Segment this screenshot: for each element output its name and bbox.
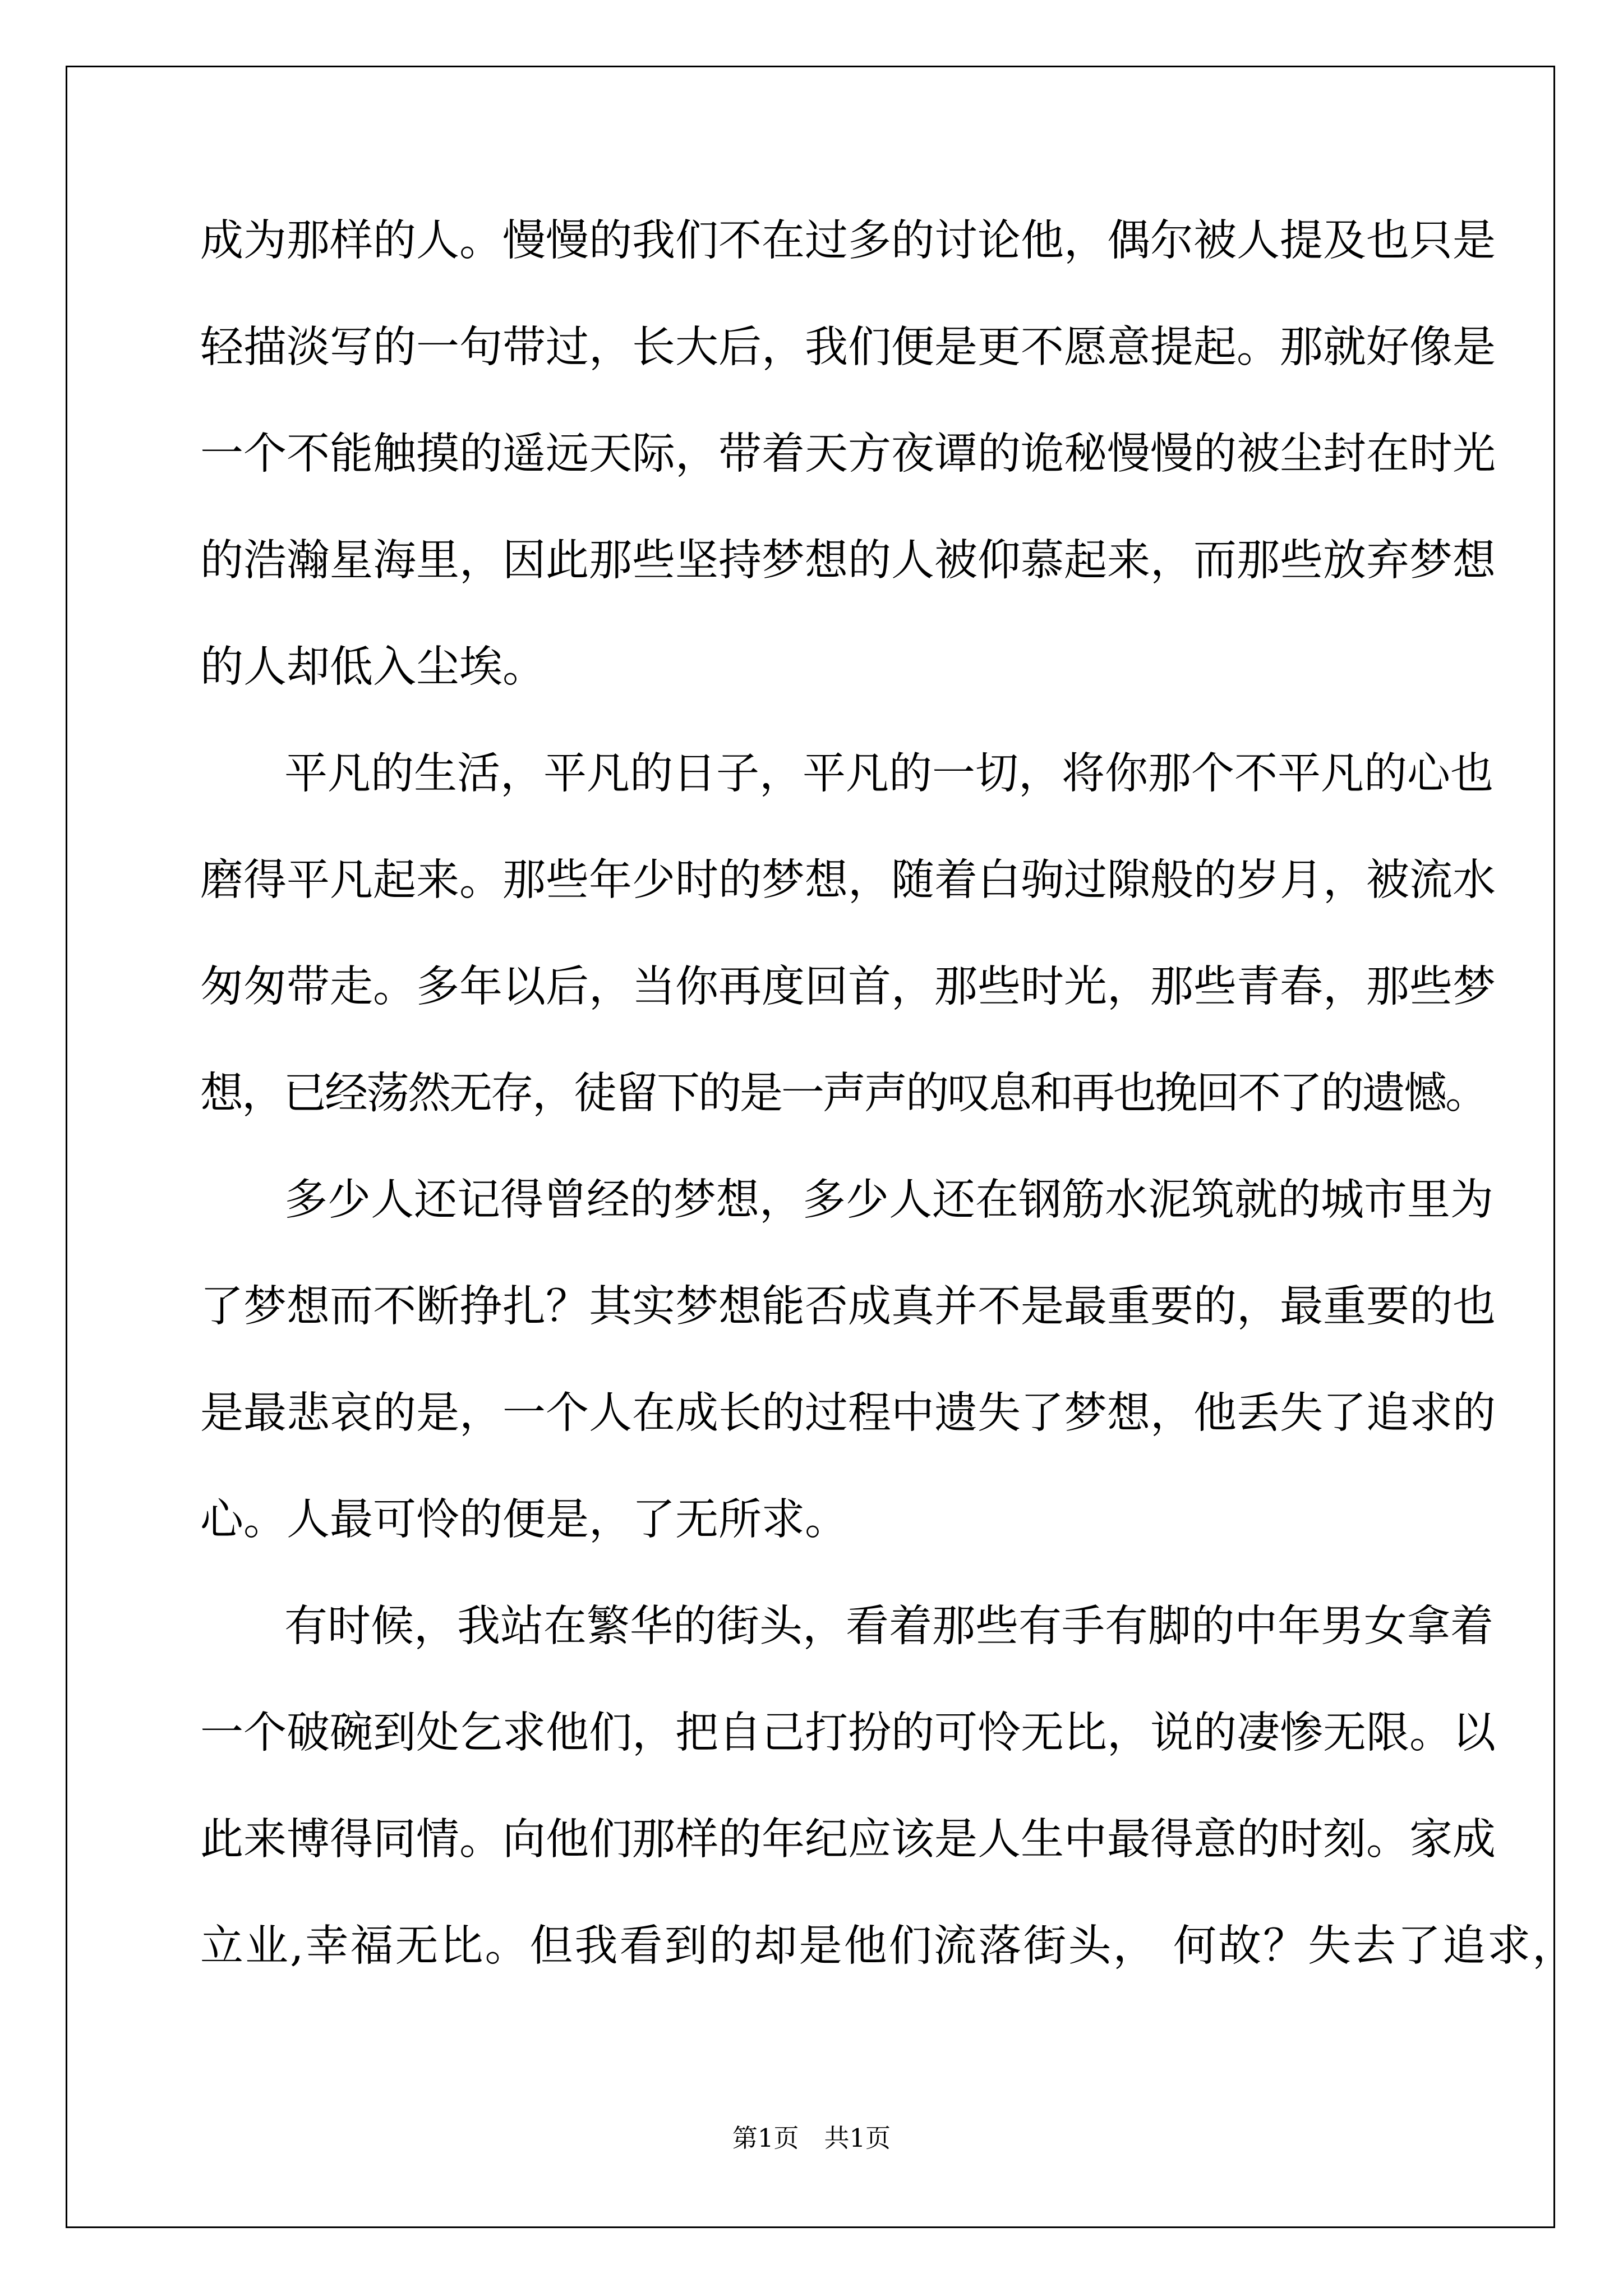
text-line-11: 了梦想而不断挣扎？其实梦想能否成真并不是最重要的，最重要的也 xyxy=(200,1282,1496,1332)
text-line-13: 心。人最可怜的便是，了无所求。 xyxy=(200,1495,848,1545)
text-line-4: 的浩瀚星海里，因此那些坚持梦想的人被仰慕起来，而那些放弃梦想 xyxy=(200,536,1496,586)
document-body xyxy=(200,213,1577,2025)
text-line-9: 想，已经荡然无存，徒留下的是一声声的叹息和再也挽回不了的遗憾。 xyxy=(200,1069,1487,1119)
text-line-16: 此来博得同情。向他们那样的年纪应该是人生中最得意的时刻。家成 xyxy=(200,1815,1496,1865)
text-line-6: 平凡的生活，平凡的日子，平凡的一切，将你那个不平凡的心也 xyxy=(284,749,1493,799)
page-number-footer: 第1页 共1页 xyxy=(732,2123,891,2153)
text-line-7: 磨得平凡起来。那些年少时的梦想，随着白驹过隙般的岁月，被流水 xyxy=(200,855,1496,905)
text-line-12: 是最悲哀的是，一个人在成长的过程中遗失了梦想，他丢失了追求的 xyxy=(200,1388,1496,1438)
text-line-1: 成为那样的人。慢慢的我们不在过多的讨论他，偶尔被人提及也只是 xyxy=(200,216,1496,266)
text-line-17: 立业,幸福无比。但我看到的却是他们流落街头， 何故？失去了追求， xyxy=(200,1921,1577,1971)
text-line-10: 多少人还记得曾经的梦想，多少人还在钢筋水泥筑就的城市里为 xyxy=(284,1175,1493,1225)
text-line-8: 匆匆带走。多年以后，当你再度回首，那些时光，那些青春，那些梦 xyxy=(200,962,1496,1012)
text-line-5: 的人却低入尘埃。 xyxy=(200,642,546,692)
text-line-15: 一个破碗到处乞求他们，把自己打扮的可怜无比，说的凄惨无限。以 xyxy=(200,1708,1496,1758)
text-line-14: 有时候，我站在繁华的街头，看着那些有手有脚的中年男女拿着 xyxy=(284,1602,1493,1651)
text-line-2: 轻描淡写的一句带过，长大后，我们便是更不愿意提起。那就好像是 xyxy=(200,323,1496,372)
text-line-3: 一个不能触摸的遥远天际，带着天方夜谭的诡秘慢慢的被尘封在时光 xyxy=(200,429,1496,479)
